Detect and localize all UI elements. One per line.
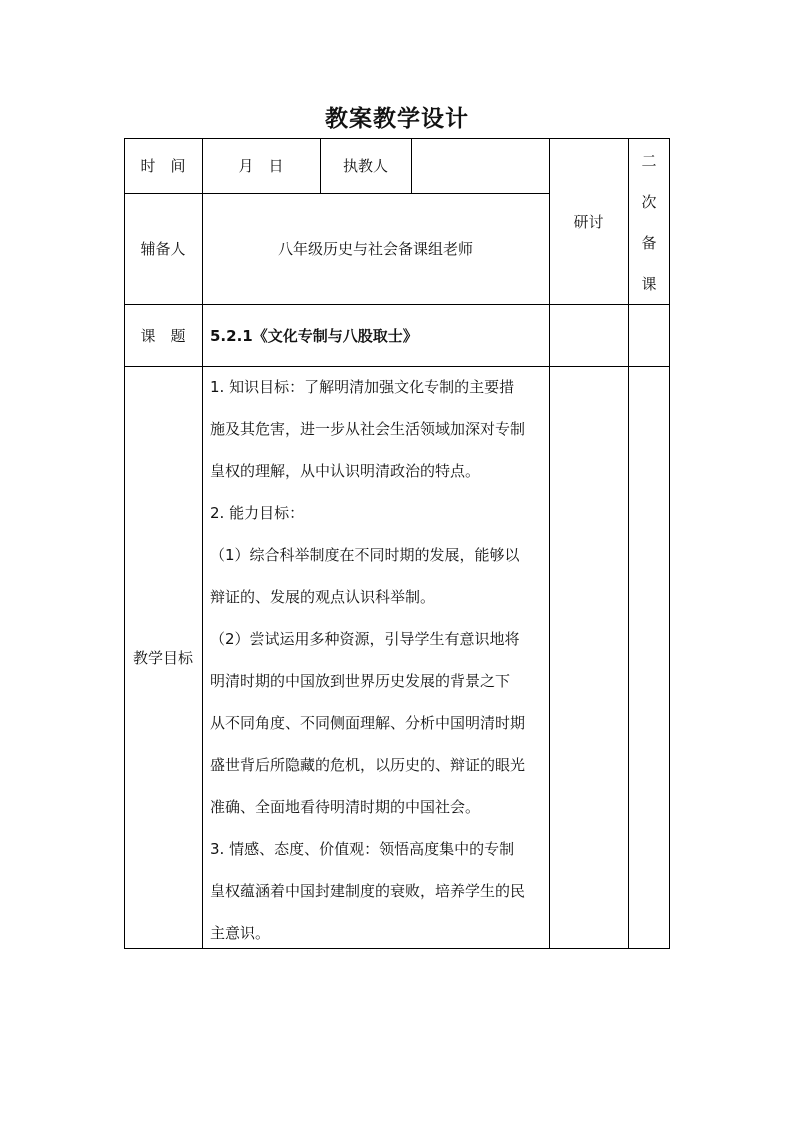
- goals-line: 辩证的、发展的观点认识科举制。: [210, 588, 436, 606]
- goals-line: 准确、全面地看待明清时期的中国社会。: [210, 798, 481, 816]
- assistant-value: 八年级历史与社会备课组老师: [277, 240, 473, 258]
- goals-line: 1. 知识目标：了解明清加强文化专制的主要措: [210, 378, 515, 396]
- goals-line: 施及其危害，进一步从社会生活领域加深对专制: [210, 420, 526, 438]
- goals-line: 2. 能力目标：: [210, 504, 305, 522]
- second-prep-char: 课: [641, 275, 657, 293]
- document-title: 教案教学设计: [325, 105, 469, 132]
- goals-line: 主意识。: [210, 924, 271, 942]
- time-label: 时 间: [140, 157, 186, 175]
- table-border-right: [669, 138, 670, 949]
- date-label: 月 日: [238, 157, 284, 175]
- second-prep-label: [629, 140, 669, 304]
- topic-label: 课 题: [140, 326, 186, 345]
- assistant-label: 辅备人: [140, 240, 186, 258]
- topic-value: 5.2.1《文化专制与八股取士》: [210, 326, 418, 345]
- goals-content: [210, 366, 546, 954]
- goals-line: 3. 情感、态度、价值观：领悟高度集中的专制: [210, 840, 515, 858]
- goals-line: （2）尝试运用多种资源，引导学生有意识地将: [210, 630, 520, 648]
- teacher-label: 执教人: [342, 157, 388, 175]
- second-prep-char: 二: [641, 152, 657, 170]
- second-prep-char: 备: [641, 234, 657, 252]
- goals-line: 从不同角度、不同侧面理解、分析中国明清时期: [210, 714, 526, 732]
- teacher-value: [411, 138, 549, 193]
- goals-line: 盛世背后所隐藏的危机，以历史的、辩证的眼光: [210, 756, 526, 774]
- goals-line: 皇权蕴涵着中国封建制度的衰败，培养学生的民: [210, 882, 526, 900]
- goals-line: 明清时期的中国放到世界历史发展的背景之下: [210, 672, 511, 690]
- goals-line: （1）综合科举制度在不同时期的发展，能够以: [210, 546, 520, 564]
- second-prep-char: 次: [641, 193, 657, 211]
- research-label: 研讨: [573, 212, 604, 231]
- goals-label: 教学目标: [132, 648, 193, 667]
- goals-line: 皇权的理解，从中认识明清政治的特点。: [210, 462, 481, 480]
